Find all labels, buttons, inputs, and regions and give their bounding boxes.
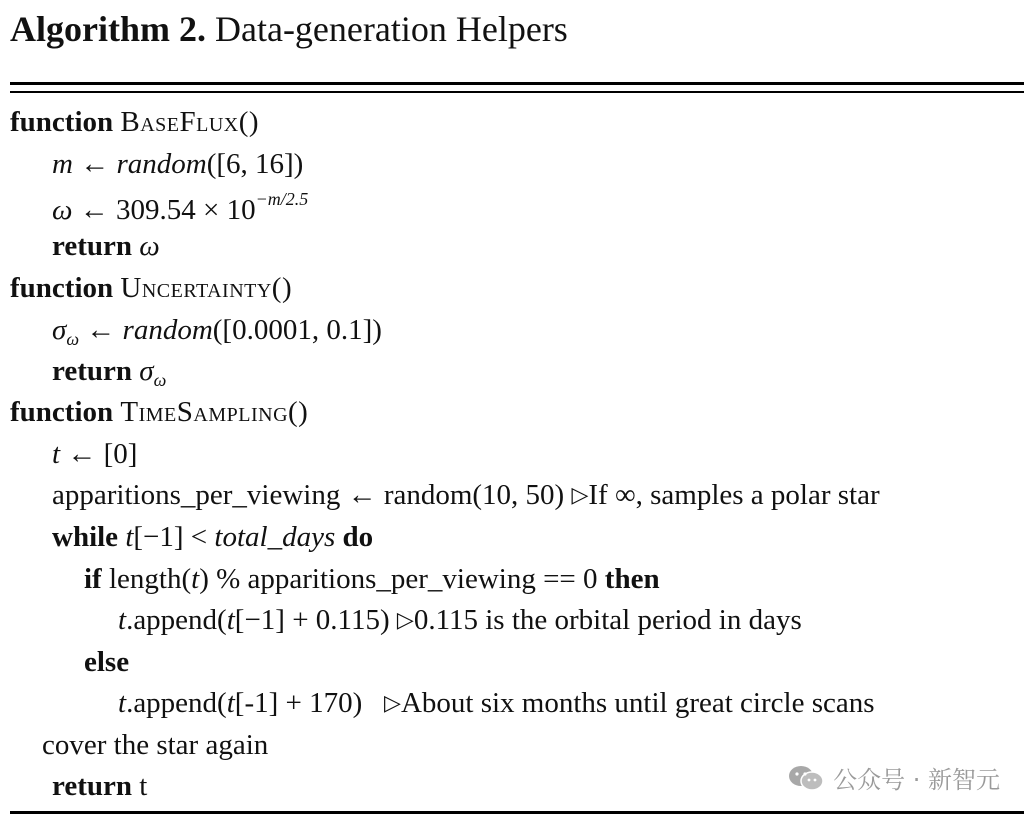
if-expr-a: length( <box>108 563 192 595</box>
var-t: t <box>226 604 235 636</box>
fn-random: random <box>116 148 207 180</box>
sigma-subscript: ω <box>66 329 80 349</box>
algorithm-label: Algorithm 2. <box>10 9 206 49</box>
line-m-assign <box>52 150 303 179</box>
var-t: t <box>118 687 127 719</box>
append-args: [−1] + 0.115) <box>234 604 390 636</box>
line-sigma-assign <box>52 316 382 348</box>
return-value: ω <box>139 230 160 262</box>
exponent: −m/2.5 <box>255 189 309 209</box>
algorithm-name: Data-generation Helpers <box>214 9 568 49</box>
var-t: t <box>191 563 200 595</box>
comment-text: If ∞, samples a polar star <box>588 479 880 511</box>
fn-random: random <box>122 314 213 346</box>
fn-args: ([0.0001, 0.1]) <box>212 314 382 346</box>
var-total-days: total_days <box>214 521 336 553</box>
top-rule <box>10 82 1024 85</box>
line-apparitions <box>52 481 880 510</box>
if-expr-b: ) % apparitions_per_viewing == 0 <box>199 563 598 595</box>
return-value: σ <box>139 355 154 387</box>
line-uncertainty-def <box>10 274 292 303</box>
line-return-omega <box>52 232 160 261</box>
watermark <box>787 760 1000 795</box>
wechat-icon <box>787 764 825 792</box>
t-init-value: ← [0] <box>67 438 138 470</box>
keyword-function: function <box>10 106 114 138</box>
comment-triangle-icon: ▷ <box>396 607 414 632</box>
function-name: TimeSampling() <box>120 396 309 428</box>
append-call: .append( <box>126 604 227 636</box>
keyword-return: return <box>52 230 133 262</box>
append-call: .append( <box>126 687 227 719</box>
top-rule-thin <box>10 91 1024 93</box>
keyword-return: return <box>52 770 133 802</box>
watermark-text: 公众号 · 新智元 <box>833 766 1000 794</box>
var-t: t <box>125 521 134 553</box>
keyword-if: if <box>84 563 102 595</box>
comment-triangle-icon: ▷ <box>384 690 401 715</box>
var-omega: ω <box>52 194 73 226</box>
line-timesampling-def <box>10 398 308 427</box>
line-return-sigma <box>52 357 166 389</box>
append-args: [-1] + 170) <box>234 687 363 719</box>
line-omega-assign <box>52 190 308 225</box>
return-value: t <box>139 770 148 802</box>
assign-arrow: ← <box>79 194 109 226</box>
comment-triangle-icon: ▷ <box>571 482 589 507</box>
var-t: t <box>52 438 61 470</box>
line-append-six-months <box>118 689 875 718</box>
function-name: Uncertainty() <box>120 272 293 304</box>
function-name: BaseFlux() <box>120 106 260 138</box>
var-m: m <box>52 148 73 180</box>
expression: 309.54 × 10 <box>115 194 256 226</box>
keyword-function: function <box>10 396 114 428</box>
keyword-while: while <box>52 521 119 553</box>
line-baseflux-def <box>10 108 259 137</box>
line-if <box>84 565 660 594</box>
var-sigma: σ <box>52 314 67 346</box>
line-append-orbital <box>118 606 802 635</box>
keyword-do: do <box>342 521 374 553</box>
keyword-then: then <box>604 563 660 595</box>
line-comment-continuation <box>42 731 268 760</box>
apparitions-assign: apparitions_per_viewing ← random(10, 50) <box>52 479 565 511</box>
sigma-subscript: ω <box>153 370 167 390</box>
line-while <box>52 523 373 552</box>
line-return-t <box>52 772 147 801</box>
keyword-else: else <box>84 646 130 678</box>
keyword-return: return <box>52 355 133 387</box>
keyword-function: function <box>10 272 114 304</box>
assign-arrow: ← <box>80 148 110 180</box>
index-compare: [−1] < <box>133 521 208 553</box>
var-t: t <box>118 604 127 636</box>
fn-args: ([6, 16]) <box>206 148 304 180</box>
comment-text: About six months until great circle scans <box>400 687 875 719</box>
bottom-rule <box>10 811 1024 814</box>
assign-arrow: ← <box>86 314 116 346</box>
line-t-init <box>52 440 137 469</box>
var-t: t <box>226 687 235 719</box>
algorithm-title <box>10 8 568 50</box>
comment-text: 0.115 is the orbital period in days <box>413 604 802 636</box>
line-else <box>84 648 129 677</box>
comment-text: cover the star again <box>42 729 269 761</box>
